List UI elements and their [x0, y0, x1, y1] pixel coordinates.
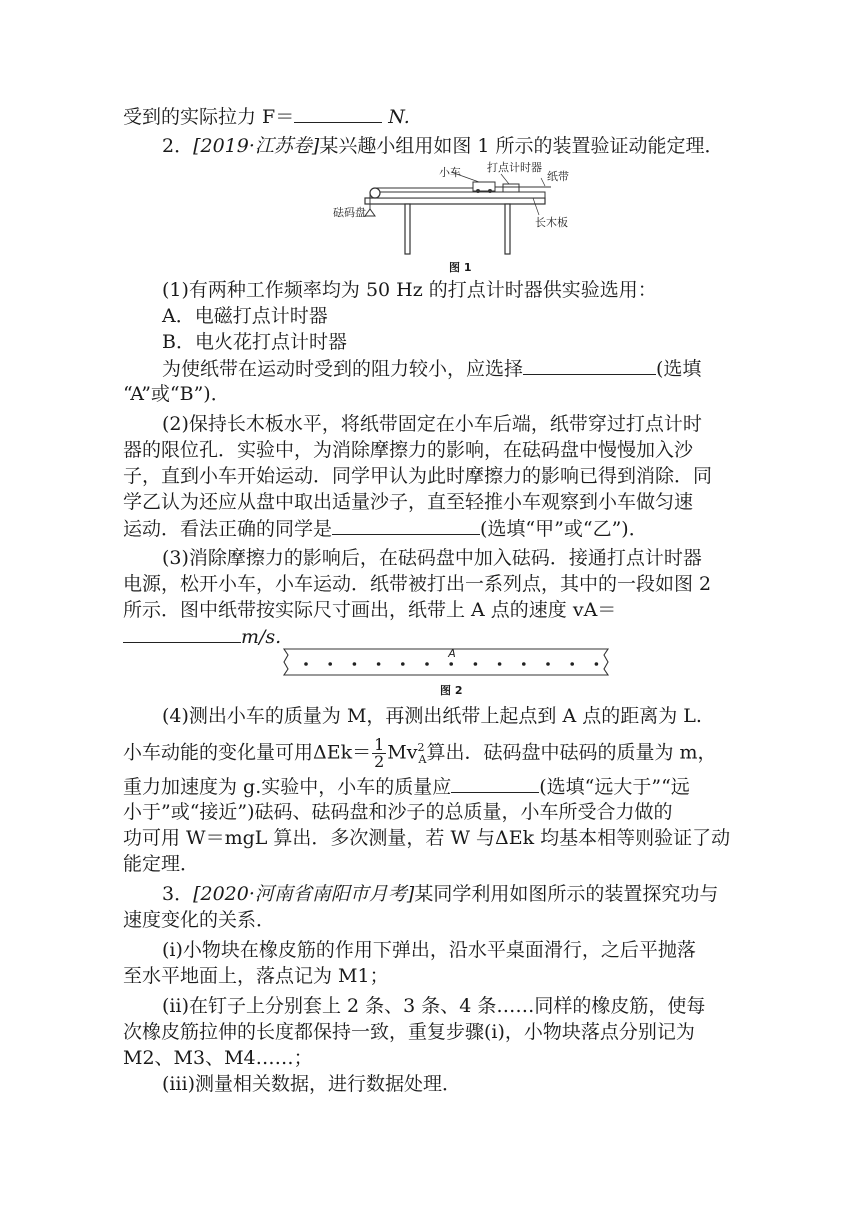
- q2-part1-blank[interactable]: [523, 354, 656, 375]
- q3-step1-line2: 至水平地面上，落点记为 M1；: [123, 965, 389, 987]
- cart: [473, 182, 495, 191]
- q3-header: 3．[2020·河南省南阳市月考]某同学利用如图所示的装置探究功与: [162, 883, 719, 905]
- tape-dot: [401, 662, 405, 666]
- label-cart: 小车: [439, 166, 461, 179]
- tape-dot: [570, 662, 574, 666]
- q3-step3: (ⅲ)测量相关数据，进行数据处理．: [162, 1073, 462, 1095]
- q2-part2-line3: 子，直到小车开始运动．同学甲认为此时摩擦力的影响已得到消除．同: [123, 465, 713, 487]
- table-leg-left: [405, 204, 410, 254]
- q3-step2-line3: M2、M3、M4……；: [123, 1047, 313, 1069]
- q2-part2-line2: 器的限位孔．实验中，为消除摩擦力的影响，在砝码盘中慢慢加入沙: [123, 439, 694, 461]
- q2-option-b: B．电火花打点计时器: [162, 331, 347, 353]
- q2-part3-line1: (3)消除摩擦力的影响后，在砝码盘中加入砝码．接通打点计时器: [162, 547, 702, 569]
- label-board: 长木板: [535, 216, 568, 229]
- tape-dot: [425, 662, 429, 666]
- tape-dot: [474, 662, 478, 666]
- cart-wheel: [488, 189, 492, 193]
- q2-option-a: A．电磁打点计时器: [162, 305, 328, 327]
- tape-dot: [353, 662, 357, 666]
- figure-1-apparatus: [333, 160, 573, 270]
- q1-tail-line: 受到的实际拉力 F＝ N.: [123, 102, 737, 131]
- pulley: [370, 188, 380, 198]
- tape-dot: [498, 662, 502, 666]
- table-leg-right: [505, 204, 510, 254]
- tape-dot: [546, 662, 550, 666]
- q3-stem-cont: 速度变化的关系．: [123, 909, 276, 931]
- q3-step2-line2: 次橡皮筋拉伸的长度都保持一致，重复步骤(ⅰ)，小物块落点分别记为: [123, 1021, 695, 1043]
- tape-outline: [284, 649, 608, 675]
- tape-dot: [522, 662, 526, 666]
- figure-1-caption: 图 1: [449, 261, 472, 274]
- q2-part1-line: (1)有两种工作频率均为 50 Hz 的打点计时器供实验选用：: [162, 279, 657, 301]
- tape-dot: [328, 662, 332, 666]
- q2-part4-line5: 功可用 W＝mgL 算出．多次测量，若 W 与ΔEk 均基本相等则验证了动: [123, 827, 731, 849]
- q2-source: [2019·江苏卷]: [193, 135, 320, 157]
- q2-part3-blank[interactable]: [123, 622, 241, 643]
- label-tape: 纸带: [547, 170, 569, 183]
- label-timer: 打点计时器: [487, 161, 542, 174]
- q2-part2-line5: 运动．看法正确的同学是 (选填“甲”或“乙”)．: [123, 514, 737, 543]
- q2-part4-line3: 重力加速度为 g.实验中，小车的质量应 (选填“远大于”“远: [123, 772, 737, 801]
- q2-part4-line4: 小于”或“接近”)砝码、砝码盘和沙子的总质量，小车所受合力做的: [123, 801, 673, 823]
- timer: [503, 184, 519, 192]
- q2-part4-line2: 小车动能的变化量可用ΔEk＝ $\frac{1}{2}$ $Mv^2_A$算出．砝码盘中砝码的质量为 m，: [123, 734, 717, 771]
- label-pan: 砝码盘: [333, 206, 366, 219]
- tape-dot: [595, 662, 599, 666]
- long-board: [373, 192, 545, 198]
- q2-part3-line3: 所示．图中纸带按实际尺寸画出，纸带上 A 点的速度 vA＝: [123, 599, 617, 621]
- figure-2-tape: [282, 643, 614, 681]
- q2-part3-line2: 电源，松开小车，小车运动．纸带被打出一系列点，其中的一段如图 2: [123, 573, 712, 595]
- q2-part4-blank[interactable]: [451, 772, 539, 793]
- q2-part4-line1: (4)测出小车的质量为 M，再测出纸带上起点到 A 点的距离为 L.: [162, 705, 702, 727]
- q3-step2-line1: (ⅱ)在钉子上分别套上 2 条、3 条、4 条……同样的橡皮筋，使每: [162, 995, 706, 1017]
- q2-part2-blank[interactable]: [332, 514, 480, 535]
- q3-source: [2020·河南省南阳市月考]: [193, 883, 415, 905]
- fraction-one-half: $\frac{1}{2}$: [374, 734, 385, 771]
- q2-part2-line4: 学乙认为还应从盘中取出适量沙子，直至轻推小车观察到小车做匀速: [123, 491, 694, 513]
- table-top: [365, 198, 545, 204]
- q2-part1-question-cont: “A”或“B”)．: [123, 383, 230, 405]
- figure-2-caption: 图 2: [440, 684, 463, 697]
- q2-part4-line6: 能定理．: [123, 853, 200, 875]
- cart-wheel: [476, 189, 480, 193]
- q2-part2-line1: (2)保持长木板水平，将纸带固定在小车后端，纸带穿过打点计时: [162, 413, 702, 435]
- q3-step1-line1: (ⅰ)小物块在橡皮筋的作用下弹出，沿水平桌面滑行，之后平抛落: [162, 939, 696, 961]
- tape-point-a: [449, 662, 453, 666]
- weight-pan: [365, 209, 375, 216]
- q1-answer-blank[interactable]: [294, 102, 382, 123]
- tape-point-a-label: A: [448, 647, 456, 660]
- tape-dot: [377, 662, 381, 666]
- q2-part3-line4: m/s.: [123, 622, 737, 651]
- q2-part1-question: 为使纸带在运动时受到的阻力较小，应选择 (选填: [162, 354, 737, 383]
- tape-dot: [304, 662, 308, 666]
- q2-header: 2．[2019·江苏卷]某兴趣小组用如图 1 所示的装置验证动能定理．: [162, 135, 724, 157]
